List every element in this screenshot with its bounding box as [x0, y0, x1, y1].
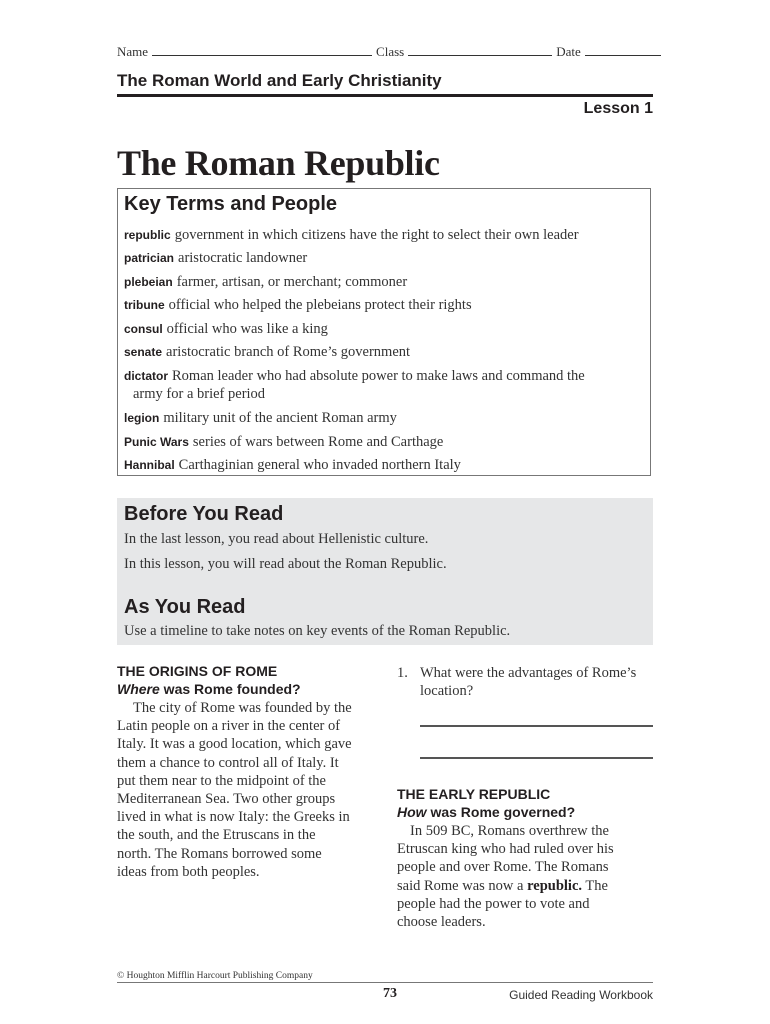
- early-republic-question-rest: was Rome governed?: [426, 804, 576, 820]
- origins-line: north. The Romans borrowed some: [117, 845, 322, 862]
- key-term: [124, 320, 644, 338]
- term-definition: aristocratic branch of Rome’s government: [166, 344, 411, 360]
- term-name: republic: [124, 228, 171, 242]
- copyright: © Houghton Mifflin Harcourt Publishing Company: [117, 971, 313, 981]
- name-label: Name: [117, 44, 149, 59]
- key-terms-heading: Key Terms and People: [124, 193, 338, 215]
- class-field[interactable]: [408, 44, 552, 56]
- origins-line: ideas from both peoples.: [117, 863, 260, 880]
- origins-line: them a chance to control all of Italy. It: [117, 754, 339, 771]
- term-definition: Carthaginian general who invaded northern Italy: [178, 457, 461, 473]
- early-republic-question-italic: How: [397, 804, 427, 820]
- term-name: Punic Wars: [124, 435, 189, 449]
- term-name: consul: [124, 322, 163, 336]
- early-republic-question: [397, 804, 575, 820]
- key-term: [124, 226, 644, 244]
- term-name: Hannibal: [124, 458, 175, 472]
- date-label: Date: [556, 44, 581, 59]
- origins-question: [117, 681, 301, 697]
- early-republic-line: said Rome was now a republic. The: [397, 877, 608, 894]
- name-field[interactable]: [152, 44, 372, 56]
- as-you-read-heading: As You Read: [124, 596, 246, 618]
- workbook-title: Guided Reading Workbook: [509, 988, 653, 1002]
- student-info-line: [117, 44, 653, 60]
- term-name: patrician: [124, 251, 175, 265]
- term-definition: official who helped the plebeians protect their rights: [168, 297, 472, 313]
- unit-title: The Roman World and Early Christianity: [117, 71, 442, 90]
- origins-line: Italy. It was a good location, which gave: [117, 736, 352, 753]
- page-number: 73: [383, 986, 397, 1001]
- early-republic-line: choose leaders.: [397, 914, 486, 931]
- as-you-read-text: Use a timeline to take notes on key events of the Roman Republic.: [124, 623, 511, 639]
- term-definition: series of wars between Rome and Carthage: [192, 434, 444, 450]
- origins-line: the south, and the Etruscans in the: [117, 827, 316, 844]
- early-republic-line: In 509 BC, Romans overthrew the: [410, 823, 609, 839]
- origins-heading: THE ORIGINS OF ROME: [117, 663, 278, 679]
- term-definition: official who was like a king: [166, 321, 328, 337]
- key-term: [124, 367, 644, 403]
- key-term: [124, 296, 644, 314]
- early-republic-heading: THE EARLY REPUBLIC: [397, 786, 551, 802]
- footer-rule: [117, 982, 653, 983]
- page-title: The Roman Republic: [117, 143, 440, 183]
- origins-line: Mediterranean Sea. Two other groups: [117, 791, 336, 808]
- origins-question-italic: Where: [117, 681, 160, 697]
- term-definition: Roman leader who had absolute power to make laws and command the: [172, 368, 585, 384]
- answer-line[interactable]: [420, 757, 653, 759]
- question-line: What were the advantages of Rome’s: [420, 665, 637, 681]
- term-definition: military unit of the ancient Roman army: [163, 410, 397, 426]
- term-republic-bold: republic.: [527, 877, 582, 894]
- origins-line: put them near to the midpoint of the: [117, 772, 326, 789]
- key-term: [124, 456, 644, 474]
- key-term: [124, 433, 644, 451]
- key-term: [124, 409, 644, 427]
- origins-line: Latin people on a river in the center of: [117, 718, 341, 735]
- term-definition: farmer, artisan, or merchant; commoner: [176, 274, 408, 290]
- date-field[interactable]: [585, 44, 661, 56]
- term-definition-continued: army for a brief period: [133, 386, 266, 402]
- origins-paragraph: [117, 699, 387, 881]
- origins-line: The city of Rome was founded by the: [133, 700, 352, 716]
- question-text: [420, 664, 660, 700]
- key-term: [124, 249, 644, 267]
- term-name: dictator: [124, 369, 169, 383]
- class-label: Class: [376, 44, 405, 59]
- term-definition: aristocratic landowner: [178, 250, 308, 266]
- key-term: [124, 343, 644, 361]
- term-name: senate: [124, 345, 163, 359]
- question-number: 1.: [397, 665, 408, 681]
- question-line: location?: [420, 683, 474, 699]
- before-you-read-line: In this lesson, you will read about the Roman Republic.: [124, 556, 447, 572]
- before-you-read-heading: Before You Read: [124, 503, 284, 525]
- key-term: [124, 273, 644, 291]
- term-name: legion: [124, 411, 160, 425]
- early-republic-paragraph: [397, 822, 657, 931]
- origins-question-rest: was Rome founded?: [159, 681, 301, 697]
- origins-line: lived in what is now Italy: the Greeks in: [117, 809, 350, 826]
- early-republic-line: people and over Rome. The Romans: [397, 859, 609, 876]
- before-you-read-line: In the last lesson, you read about Hellenistic culture.: [124, 531, 429, 547]
- early-republic-line: people had the power to vote and: [397, 895, 590, 912]
- term-name: plebeian: [124, 275, 173, 289]
- early-republic-line: Etruscan king who had ruled over his: [397, 841, 614, 858]
- term-definition: government in which citizens have the right to select their own leader: [174, 227, 579, 243]
- lesson-label: Lesson 1: [583, 100, 653, 117]
- term-name: tribune: [124, 298, 165, 312]
- answer-line[interactable]: [420, 725, 653, 727]
- header-rule: [117, 94, 653, 97]
